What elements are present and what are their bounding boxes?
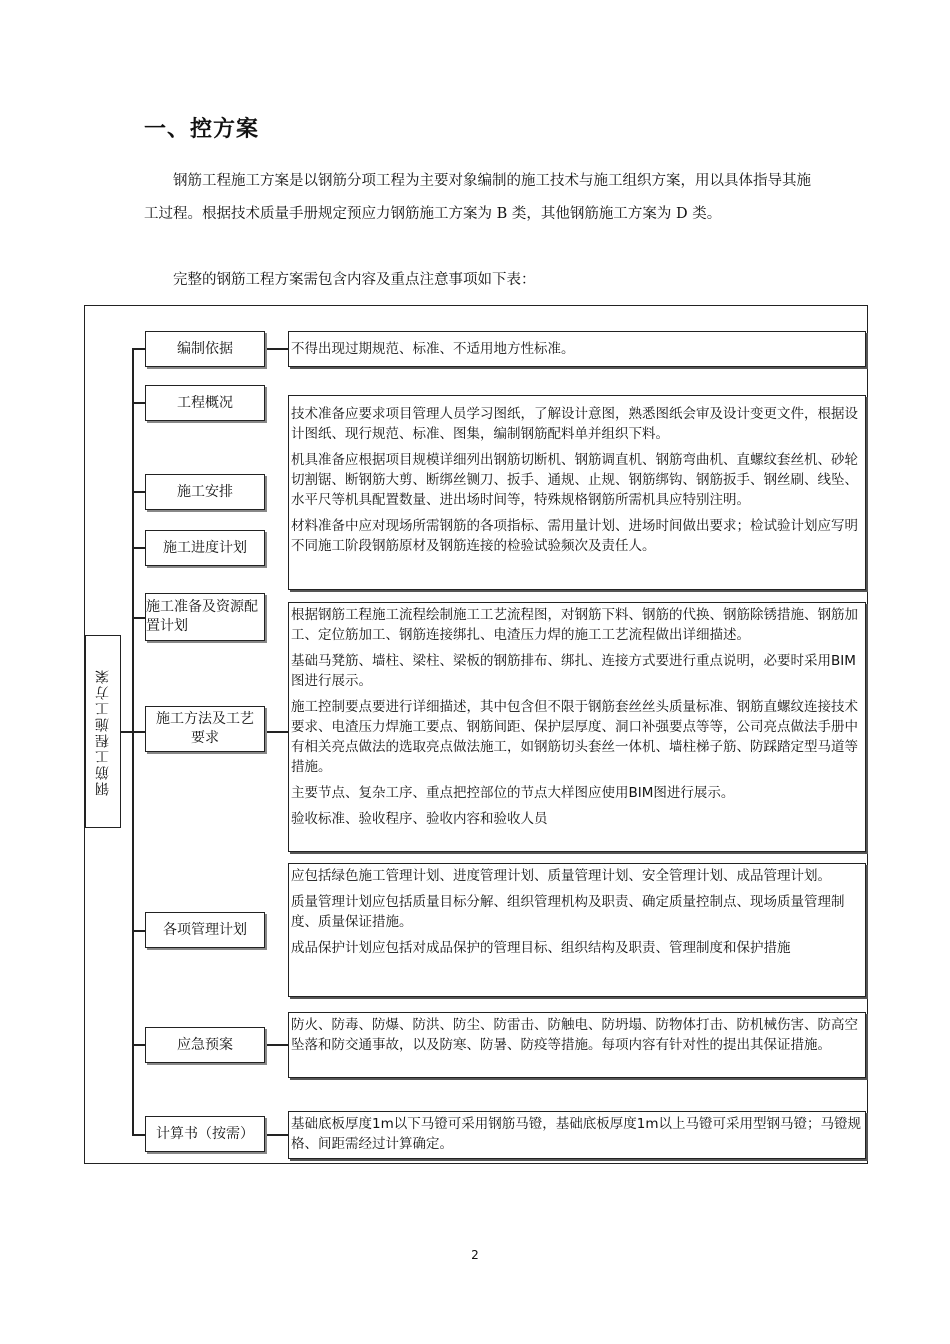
intro-paragraph xyxy=(144,165,814,231)
desc-calculation xyxy=(288,1111,866,1159)
intro-text: 钢筋工程施工方案是以钢筋分项工程为主要对象编制的施工技术与施工组织方案，用以具体指导其施工过程。根据技术质量手册规定预应力钢筋施工方案为 B 类，其他钢筋施工方案为 D 类。 xyxy=(144,173,811,222)
branch-line xyxy=(132,402,145,404)
desc-methods xyxy=(288,602,866,852)
page-number: 2 xyxy=(471,1248,479,1262)
root-node xyxy=(85,635,121,828)
node-management: 各项管理计划 xyxy=(145,912,265,948)
branch-line xyxy=(132,348,145,350)
desc-item: 基础底板厚度1m以下马镫可采用钢筋马镫，基础底板厚度1m以上马镫可采用型钢马镫；马镫规格、间距需经过计算确定。 xyxy=(291,1116,861,1152)
branch-line xyxy=(132,547,145,549)
node-emergency: 应急预案 xyxy=(145,1027,265,1063)
desc-item: 机具准备应根据项目规模详细列出钢筋切断机、钢筋调直机、钢筋弯曲机、直螺纹套丝机、砂轮切割锯、断钢筋大剪、断绑丝铡刀、扳手、通规、止规、钢筋绑钩、钢筋扳手、钢丝刷、线坠、水平尺等机具配置数量、进出场时间等，特殊规格钢筋所需机具应特别注明。 xyxy=(291,452,858,508)
node-arrangement: 施工安排 xyxy=(145,474,265,510)
desc-basis xyxy=(288,331,866,367)
branch-line xyxy=(132,491,145,493)
node-preparation: 施工准备及资源配置计划 xyxy=(145,593,265,641)
desc-preparation xyxy=(288,395,866,590)
node-schedule: 施工进度计划 xyxy=(145,530,265,566)
desc-item: 基础马凳筋、墙柱、梁柱、梁板的钢筋排布、绑扎、连接方式要进行重点说明，必要时采用BIM图进行展示。 xyxy=(291,653,856,689)
desc-item: 防火、防毒、防爆、防洪、防尘、防雷击、防触电、防坍塌、防物体打击、防机械伤害、防高空坠落和防交通事故，以及防寒、防暑、防疫等措施。每项内容有针对性的提出其保证措施。 xyxy=(291,1017,858,1053)
desc-management xyxy=(288,863,866,997)
desc-item: 验收标准、验收程序、验收内容和验收人员 xyxy=(291,811,548,827)
desc-item: 根据钢筋工程施工流程绘制施工工艺流程图，对钢筋下料、钢筋的代换、钢筋除锈措施、钢筋加工、定位筋加工、钢筋连接绑扎、电渣压力焊的施工工艺流程做出详细描述。 xyxy=(291,607,858,643)
desc-item: 成品保护计划应包括对成品保护的管理目标、组织结构及职责、管理制度和保护措施 xyxy=(291,940,791,956)
node-overview: 工程概况 xyxy=(145,385,265,421)
desc-emergency xyxy=(288,1012,866,1078)
node-connector xyxy=(265,1134,288,1136)
desc-item: 质量管理计划应包括质量目标分解、组织管理机构及职责、确定质量控制点、现场质量管理制度、质量保证措施。 xyxy=(291,894,845,930)
node-methods: 施工方法及工艺要求 xyxy=(145,706,265,752)
branch-line xyxy=(132,731,145,733)
branch-line xyxy=(132,1134,145,1136)
desc-item: 施工控制要点要进行详细描述，其中包含但不限于钢筋套丝丝头质量标准、钢筋直螺纹连接技术要求、电渣压力焊施工要点、钢筋间距、保护层厚度、洞口补强要点等等，公司亮点做法手册中有相关亮点做法的选取亮点做法施工，如钢筋切头套丝一体机、墙柱梯子筋、防踩踏定型马道等措施。 xyxy=(291,699,858,775)
branch-line xyxy=(132,1044,145,1046)
node-connector xyxy=(265,348,288,350)
root-label: 钢筋工程施工方案 xyxy=(95,667,111,796)
desc-item: 技术准备应要求项目管理人员学习图纸，了解设计意图，熟悉图纸会审及设计变更文件，根据设计图纸、现行规范、标准、图集，编制钢筋配料单并组织下料。 xyxy=(291,406,858,442)
trunk-line xyxy=(132,349,134,1135)
table-intro-paragraph xyxy=(144,264,814,297)
branch-line xyxy=(132,617,145,619)
section-heading: 一、控方案 xyxy=(144,116,260,142)
desc-item: 主要节点、复杂工序、重点把控部位的节点大样图应使用BIM图进行展示。 xyxy=(291,785,735,801)
branch-line xyxy=(132,930,145,932)
node-basis: 编制依据 xyxy=(145,331,265,367)
desc-item: 不得出现过期规范、标准、不适用地方性标准。 xyxy=(291,341,575,357)
desc-item: 材料准备中应对现场所需钢筋的各项指标、需用量计划、进场时间做出要求；检试验计划应写明不同施工阶段钢筋原材及钢筋连接的检验试验频次及责任人。 xyxy=(291,518,858,554)
node-connector xyxy=(265,1044,288,1046)
node-calculation: 计算书（按需） xyxy=(145,1116,265,1152)
desc-item: 应包括绿色施工管理计划、进度管理计划、质量管理计划、安全管理计划、成品管理计划。 xyxy=(291,868,831,884)
node-connector xyxy=(265,731,288,733)
table-intro-text: 完整的钢筋工程方案需包含内容及重点注意事项如下表： xyxy=(173,272,536,288)
